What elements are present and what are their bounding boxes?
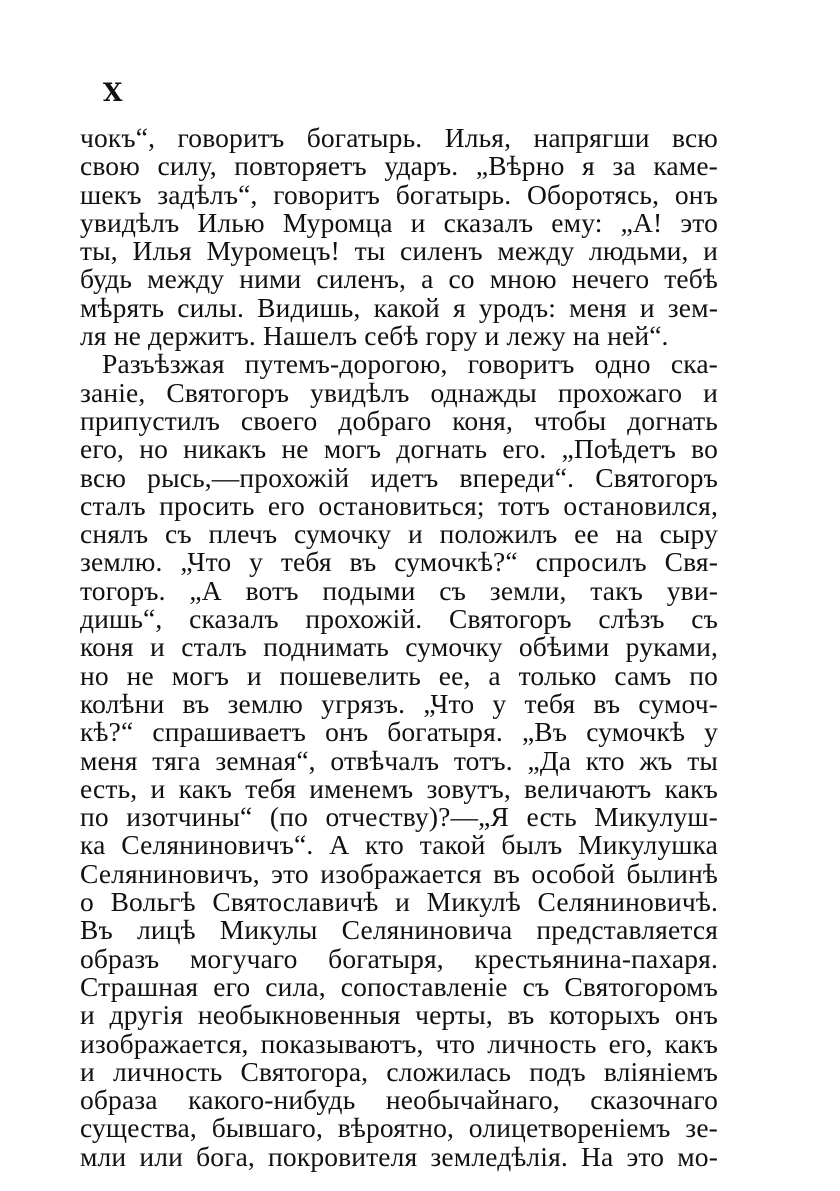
- text-line: меня тяга земная“, отвѣчалъ тотъ. „Да кто жъ ты: [80, 744, 718, 776]
- text-line: коня и сталъ поднимать сумочку обѣими руками,: [80, 631, 718, 663]
- text-line: образъ могучаго богатыря, крестьянина-пахаря.: [80, 942, 718, 974]
- text-line: кѣ?“ спрашиваетъ онъ богатыря. „Въ сумочкѣ у: [80, 716, 718, 748]
- text-line: ка Селяниновичъ“. А кто такой былъ Микулушка: [80, 829, 718, 861]
- text-line: припустилъ своего добраго коня, чтобы догнать: [80, 404, 718, 436]
- text-line: мѣрять силы. Видишь, какой я уродъ: меня и зем-: [80, 291, 718, 323]
- text-line: заніе, Святогоръ увидѣлъ однажды прохожаго и: [80, 376, 718, 408]
- text-line: сталъ просить его остановиться; тотъ остановился,: [80, 489, 718, 521]
- text-line: по изотчины“ (по отчеству)?—„Я есть Микулуш-: [80, 801, 718, 833]
- text-line: шекъ задѣлъ“, говоритъ богатырь. Оборотясь, онъ: [80, 178, 718, 210]
- text-line: свою силу, повторяетъ ударъ. „Вѣрно я за каме-: [80, 150, 718, 182]
- text-line: дишь“, сказалъ прохожій. Святогоръ слѣзъ съ: [80, 603, 718, 635]
- text-line: есть, и какъ тебя именемъ зовутъ, величаютъ какъ: [80, 772, 718, 804]
- text-line: всю рысь,—прохожій идетъ впереди“. Святогоръ: [80, 461, 718, 493]
- text-line: снялъ съ плечъ сумочку и положилъ ее на сыру: [80, 518, 718, 550]
- text-line: землю. „Что у тебя въ сумочкѣ?“ спросилъ Свя-: [80, 546, 718, 578]
- text-line: Страшная его сила, сопоставленіе съ Святогоромъ: [80, 970, 718, 1002]
- body-text: [80, 124, 718, 1171]
- page-number: X: [103, 78, 123, 107]
- text-line: Въ лицѣ Микулы Селяниновича представляется: [80, 914, 718, 946]
- text-line: колѣни въ землю угрязъ. „Что у тебя въ сумоч-: [80, 687, 718, 719]
- text-line: и другія необыкновенныя черты, въ которыхъ онъ: [80, 999, 718, 1031]
- text-line: Разъѣзжая путемъ-дорогою, говоритъ одно ска-: [102, 348, 718, 380]
- text-line: ля не держитъ. Нашелъ себѣ гору и лежу на ней“.: [80, 320, 669, 352]
- text-line: и личность Святогора, сложилась подъ вліяніемъ: [80, 1055, 718, 1087]
- text-line: чокъ“, говоритъ богатырь. Илья, напрягши всю: [80, 122, 718, 153]
- text-line: его, но никакъ не могъ догнать его. „Поѣдетъ во: [80, 433, 718, 465]
- text-line: тогоръ. „А вотъ подыми съ земли, такъ уви-: [80, 574, 718, 606]
- text-line: но не могъ и пошевелить ее, а только самъ по: [80, 659, 718, 691]
- text-line: о Вольгѣ Святославичѣ и Микулѣ Селяниновичѣ.: [80, 886, 718, 918]
- text-line: изображается, показываютъ, что личность его, какъ: [80, 1027, 718, 1059]
- text-line: Селяниновичъ, это изображается въ особой былинѣ: [80, 857, 718, 889]
- text-line: ты, Илья Муромецъ! ты силенъ между людьми, и: [80, 235, 718, 267]
- text-line: увидѣлъ Илью Муромца и сказалъ ему: „А! это: [80, 206, 718, 238]
- text-line: образа какого-нибудь необычайнаго, сказочнаго: [80, 1084, 718, 1116]
- text-line: будь между ними силенъ, а со мною нечего тебѣ: [80, 263, 718, 295]
- text-line: существа, бывшаго, вѣроятно, олицетвореніемъ зе-: [80, 1112, 718, 1144]
- text-line: мли или бога, покровителя земледѣлія. На это мо-: [80, 1140, 718, 1172]
